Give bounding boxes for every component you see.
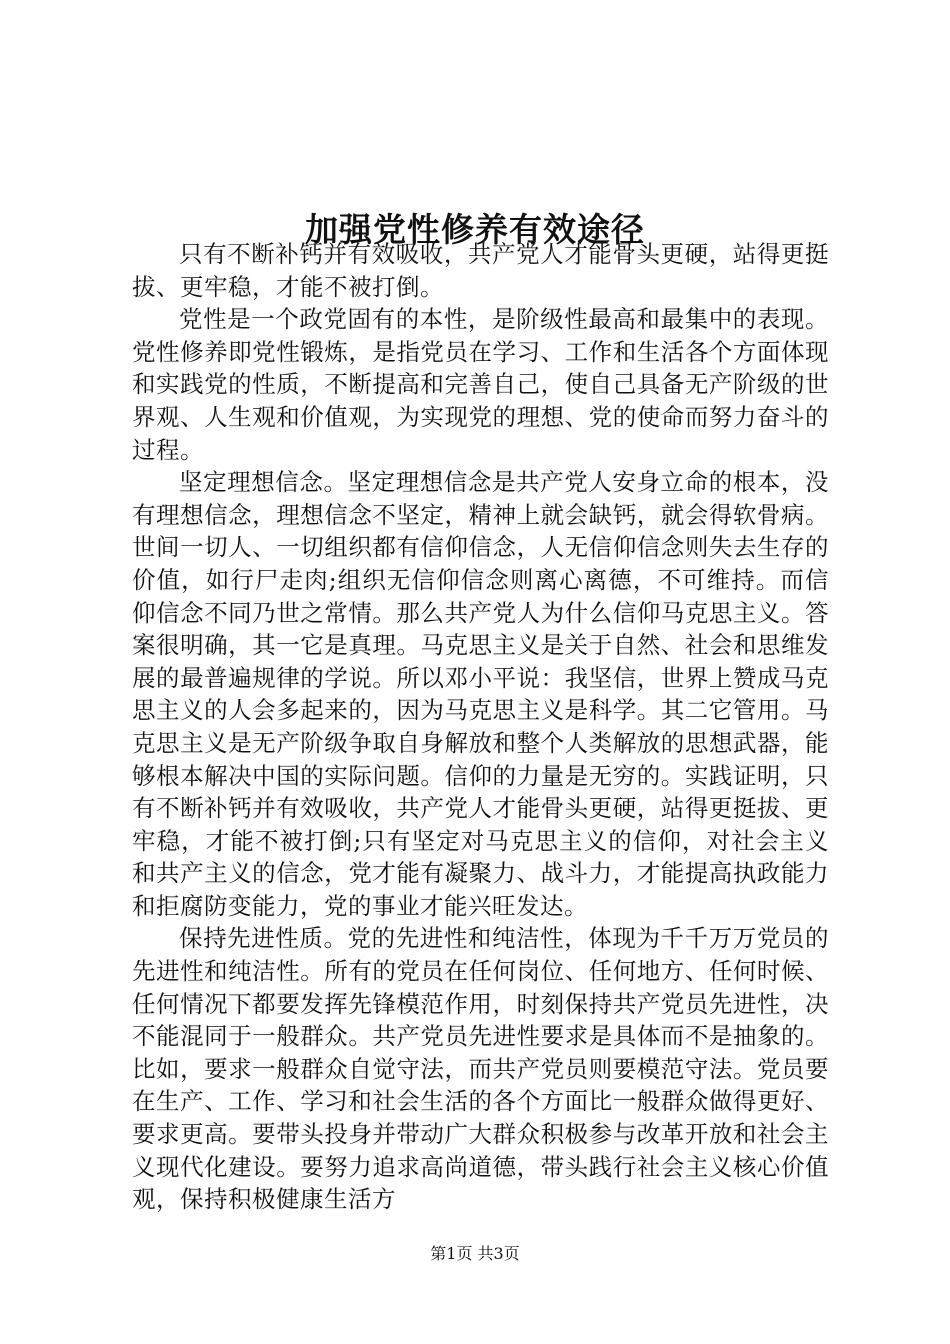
paragraph-intro: 只有不断补钙并有效吸收，共产党人才能骨头更硬，站得更挺拔、更牢稳，才能不被打倒。 <box>132 240 829 301</box>
paragraph-definition: 党性是一个政党固有的本性，是阶级性最高和最集中的表现。党性修养即党性锻炼，是指党员在学习、工作和生活各个方面体现和实践党的性质，不断提高和完善自己，使自己具备无产阶级的世界观、人生观和价值观，为实现党的理想、党的使命而努力奋斗的过程。 <box>132 305 829 464</box>
page-title: 加强党性修养有效途径 <box>305 210 645 250</box>
paragraph-ideals: 坚定理想信念。坚定理想信念是共产党人安身立命的根本，没有理想信念，理想信念不坚定，精神上就会缺钙，就会得软骨病。世间一切人、一切组织都有信仰信念，人无信仰信念则失去生存的价值，如行尸走肉;组织无信仰信念则离心离德，不可维持。而信仰信念不同乃世之常情。那么共产党人为什么信仰马克思主义。答案很明确，其一它是真理。马克思主义是关于自然、社会和思维发展的最普遍规律的学说。所以邓小平说：我坚信，世界上赞成马克思主义的人会多起来的，因为马克思主义是科学。其二它管用。马克思主义是无产阶级争取自身解放和整个人类解放的思想武器，能够根本解决中国的实际问题。信仰的力量是无穷的。实践证明，只有不断补钙并有效吸收，共产党人才能骨头更硬，站得更挺拔、更牢稳，才能不被打倒;只有坚定对马克思主义的信仰，对社会主义和共产主义的信念，党才能有凝聚力、战斗力，才能提高执政能力和拒腐防变能力，党的事业才能兴旺发达。 <box>132 468 829 920</box>
page-footer: 第1页 共3页 <box>430 1244 520 1263</box>
paragraph-advanced-nature: 保持先进性质。党的先进性和纯洁性，体现为千千万万党员的先进性和纯洁性。所有的党员在任何岗位、任何地方、任何时候、任何情况下都要发挥先锋模范作用，时刻保持共产党员先进性，决不能混同于一般群众。共产党员先进性要求是具体而不是抽象的。比如，要求一般群众自觉守法，而共产党员则要模范守法。党员要在生产、工作、学习和社会生活的各个方面比一般群众做得更好、要求更高。要带头投身并带动广大群众积极参与改革开放和社会主义现代化建设。要努力追求高尚道德，带头践行社会主义核心价值观，保持积极健康生活方 <box>132 924 829 1214</box>
document-body <box>132 238 829 1216</box>
